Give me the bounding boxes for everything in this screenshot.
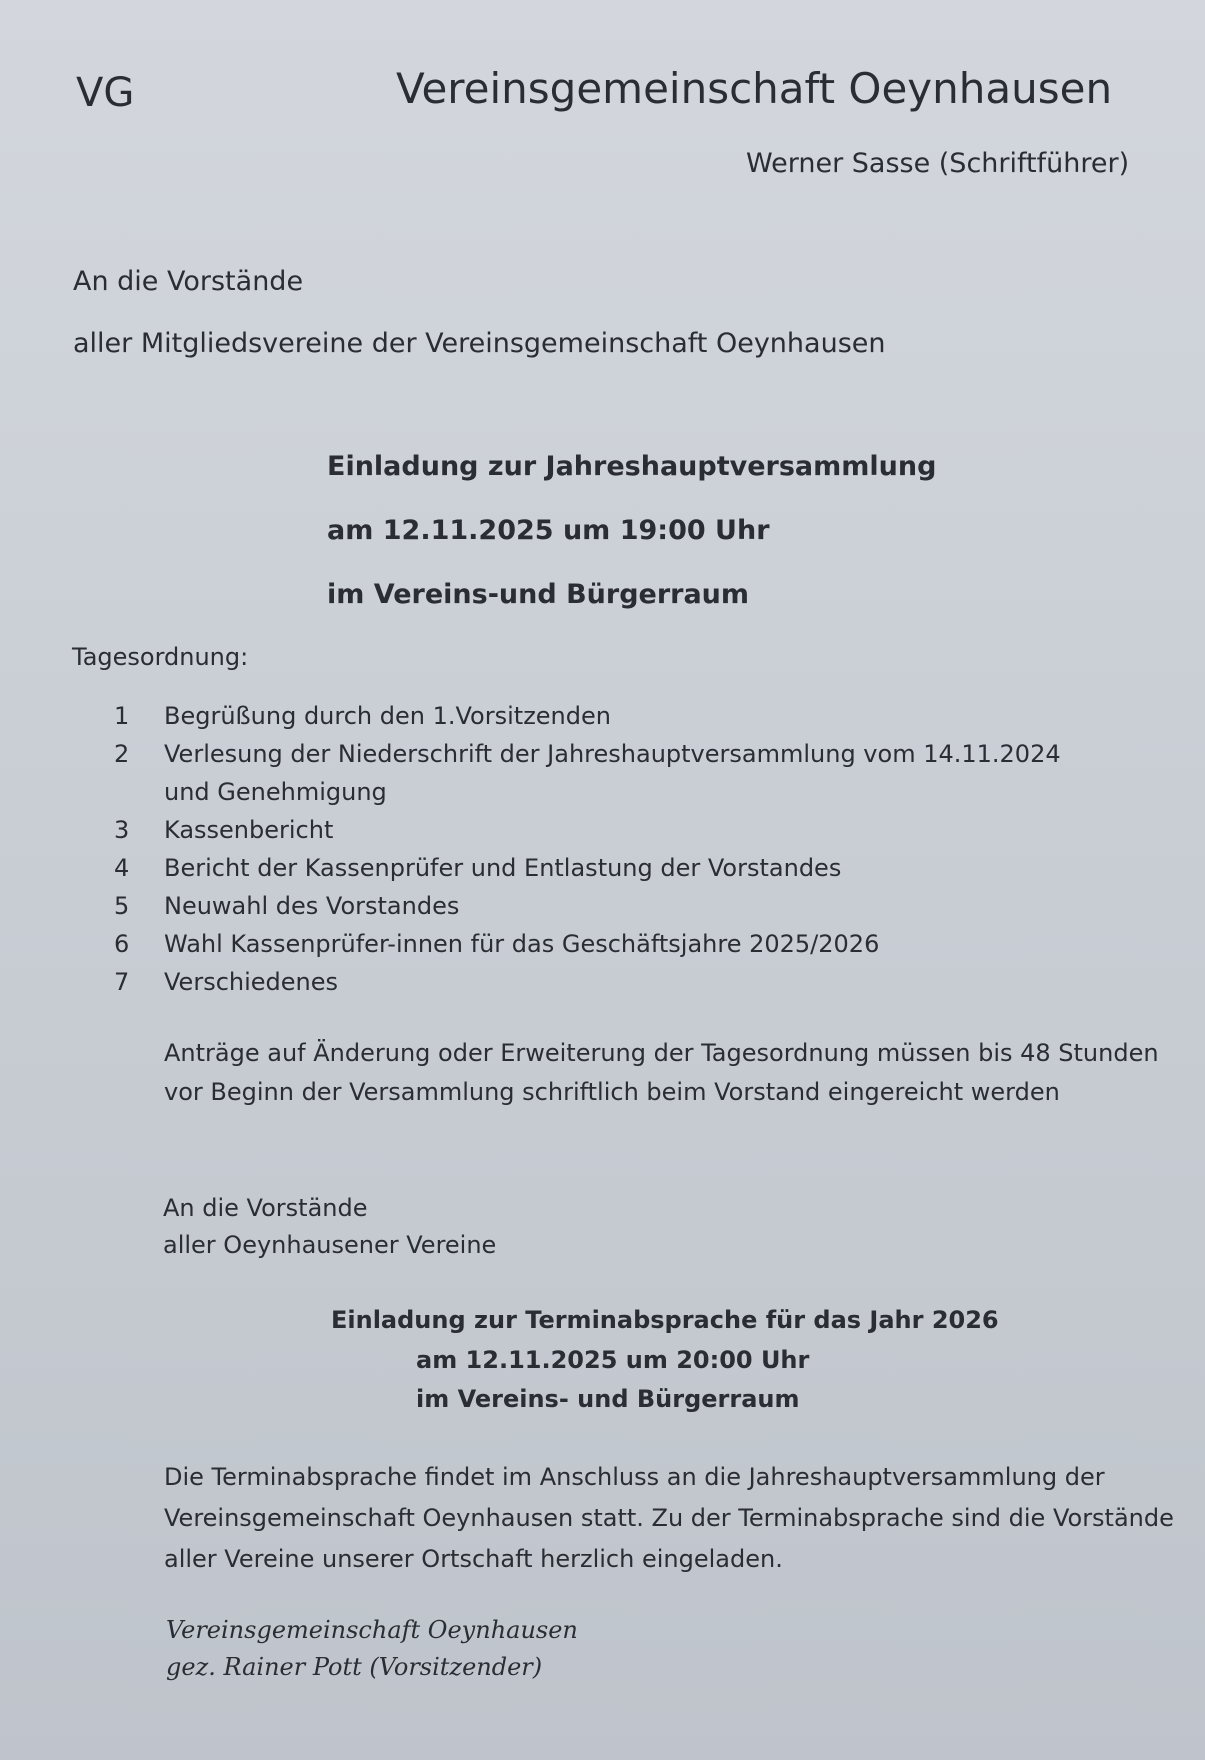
- organization-name: Vereinsgemeinschaft Oeynhausen: [396, 64, 1113, 113]
- agenda-item-text: Bericht der Kassenprüfer und Entlastung der Vorstandes: [164, 854, 842, 882]
- agenda-item-number: 4: [114, 854, 130, 882]
- addressee-line-2: aller Mitgliedsvereine der Vereinsgemeinschaft Oeynhausen: [73, 328, 886, 359]
- addressee-line-1: An die Vorstände: [73, 266, 304, 297]
- invitation-title: Einladung zur Jahreshauptversammlung: [327, 451, 937, 482]
- paragraph-line-3: aller Vereine unserer Ortschaft herzlich eingeladen.: [164, 1545, 783, 1573]
- agenda-item-text: Verlesung der Niederschrift der Jahreshauptversammlung vom 14.11.2024: [164, 740, 1061, 768]
- agenda-item-number: 7: [114, 968, 130, 996]
- invitation-date-time: am 12.11.2025 um 19:00 Uhr: [327, 515, 770, 546]
- amendment-note-line-2: vor Beginn der Versammlung schriftlich beim Vorstand eingereicht werden: [164, 1078, 1060, 1106]
- agenda-label: Tagesordnung:: [72, 643, 249, 671]
- agenda-item-number: 2: [114, 740, 130, 768]
- agenda-item: [114, 735, 1114, 773]
- secretary-name: Werner Sasse (Schriftführer): [746, 148, 1130, 179]
- agenda-item-text: Verschiedenes: [164, 968, 339, 996]
- signature-signer: gez. Rainer Pott (Vorsitzender): [166, 1653, 543, 1681]
- agenda-item: [114, 963, 1114, 1001]
- agenda-item-text: Begrüßung durch den 1.Vorsitzenden: [164, 702, 611, 730]
- amendment-note-line-1: Anträge auf Änderung oder Erweiterung der Tagesordnung müssen bis 48 Stunden: [164, 1039, 1159, 1067]
- agenda-item-text: Wahl Kassenprüfer-innen für das Geschäftsjahre 2025/2026: [164, 930, 880, 958]
- addressee2-line-1: An die Vorstände: [163, 1194, 368, 1222]
- agenda-item-number: 5: [114, 892, 130, 920]
- paragraph-line-2: Vereinsgemeinschaft Oeynhausen statt. Zu der Terminabsprache sind die Vorstände: [164, 1504, 1174, 1532]
- agenda-item-number: 6: [114, 930, 130, 958]
- agenda-item: [114, 849, 1114, 887]
- invitation2-date-time: am 12.11.2025 um 20:00 Uhr: [416, 1346, 810, 1374]
- agenda-item-text: Kassenbericht: [164, 816, 334, 844]
- agenda-item: [114, 887, 1114, 925]
- invitation2-title: Einladung zur Terminabsprache für das Jahr 2026: [331, 1306, 999, 1334]
- agenda-item: [114, 811, 1114, 849]
- agenda-item-text: Neuwahl des Vorstandes: [164, 892, 460, 920]
- organization-abbreviation: VG: [76, 70, 135, 116]
- amendment-note: [164, 1034, 1159, 1112]
- invitation2-location: im Vereins- und Bürgerraum: [416, 1385, 800, 1413]
- agenda-item-number: [114, 773, 164, 811]
- agenda-item-number: 3: [114, 816, 130, 844]
- agenda-item: [114, 773, 1114, 811]
- agenda-item-number: 1: [114, 702, 130, 730]
- agenda-list: [114, 697, 1114, 1001]
- agenda-item-text: und Genehmigung: [164, 778, 387, 806]
- signature-organization: Vereinsgemeinschaft Oeynhausen: [166, 1616, 578, 1644]
- addressee2-line-2: aller Oeynhausener Vereine: [163, 1231, 497, 1259]
- scheduling-paragraph: [164, 1457, 1174, 1580]
- paragraph-line-1: Die Terminabsprache findet im Anschluss an die Jahreshauptversammlung der: [164, 1463, 1105, 1491]
- agenda-item: [114, 697, 1114, 735]
- agenda-item: [114, 925, 1114, 963]
- invitation-location: im Vereins-und Bürgerraum: [327, 579, 750, 610]
